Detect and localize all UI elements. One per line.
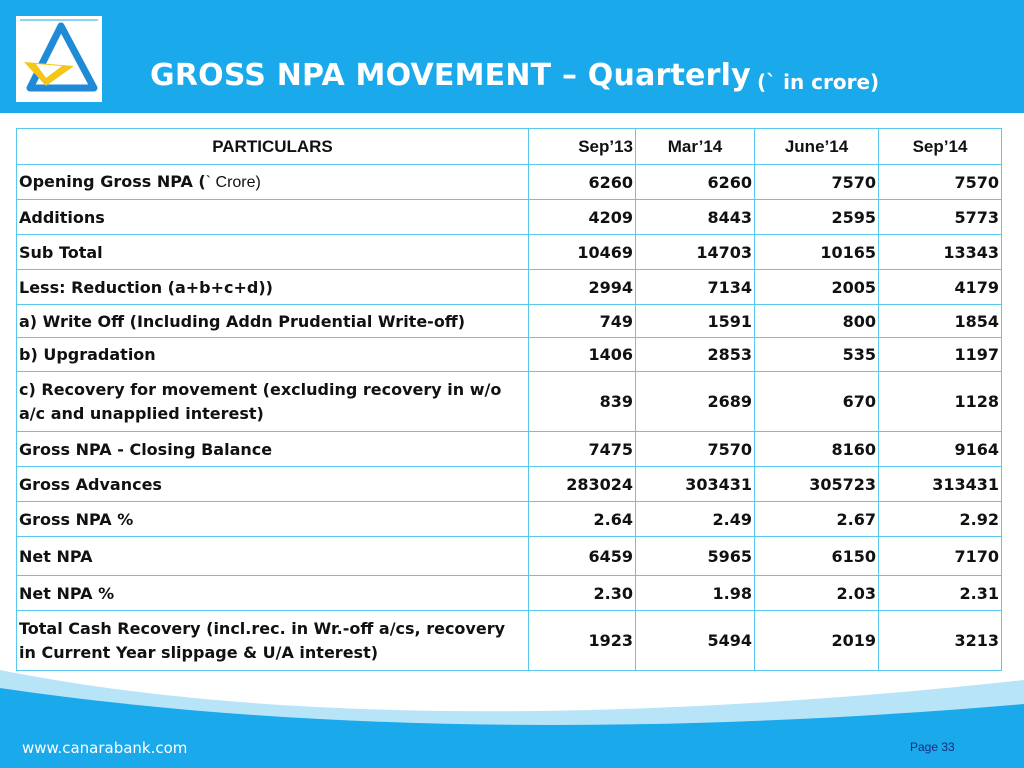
cell-june14: 6150: [755, 537, 879, 576]
cell-sep14: 7570: [879, 165, 1002, 200]
cell-mar14: 2.49: [636, 502, 755, 537]
cell-sep14: 9164: [879, 432, 1002, 467]
cell-mar14: 7570: [636, 432, 755, 467]
cell-sep14: 13343: [879, 235, 1002, 270]
cell-june14: 2.03: [755, 576, 879, 611]
table-header-row: [17, 129, 1002, 165]
cell-june14: 10165: [755, 235, 879, 270]
cell-june14: 535: [755, 338, 879, 372]
cell-sep13: 1923: [529, 611, 636, 671]
cell-mar14: 303431: [636, 467, 755, 502]
cell-sep14: 3213: [879, 611, 1002, 671]
row-label-text: Opening Gross NPA (: [19, 172, 206, 191]
table-row: [17, 467, 1002, 502]
table-row: [17, 305, 1002, 338]
cell-june14: 2595: [755, 200, 879, 235]
row-label: Gross Advances: [17, 467, 529, 502]
cell-sep14: 2.31: [879, 576, 1002, 611]
cell-june14: 2.67: [755, 502, 879, 537]
cell-sep14: 2.92: [879, 502, 1002, 537]
cell-sep14: 1197: [879, 338, 1002, 372]
row-label: Total Cash Recovery (incl.rec. in Wr.-off a/cs, recovery in Current Year slippage & U/A interest): [17, 611, 529, 671]
header-particulars: PARTICULARS: [17, 129, 529, 165]
cell-sep13: 839: [529, 372, 636, 432]
cell-sep13: 6459: [529, 537, 636, 576]
cell-june14: 2005: [755, 270, 879, 305]
header-bar: [0, 0, 1024, 113]
cell-june14: 670: [755, 372, 879, 432]
header-sep13: Sep’13: [529, 129, 636, 165]
table-row: [17, 200, 1002, 235]
cell-june14: 305723: [755, 467, 879, 502]
row-label: b) Upgradation: [17, 338, 529, 372]
units-note: (` in crore): [757, 70, 880, 94]
npa-table: [16, 128, 1002, 671]
cell-mar14: 14703: [636, 235, 755, 270]
row-label: Additions: [17, 200, 529, 235]
cell-mar14: 2853: [636, 338, 755, 372]
cell-mar14: 8443: [636, 200, 755, 235]
table-row: [17, 576, 1002, 611]
cell-sep13: 7475: [529, 432, 636, 467]
cell-june14: 8160: [755, 432, 879, 467]
cell-sep13: 1406: [529, 338, 636, 372]
row-label: Sub Total: [17, 235, 529, 270]
cell-mar14: 5494: [636, 611, 755, 671]
cell-mar14: 1591: [636, 305, 755, 338]
row-label: [17, 165, 529, 200]
row-label: Less: Reduction (a+b+c+d)): [17, 270, 529, 305]
cell-sep13: 10469: [529, 235, 636, 270]
cell-sep13: 749: [529, 305, 636, 338]
row-label-suffix: ` Crore): [205, 174, 261, 191]
canara-bank-logo: [16, 16, 102, 102]
cell-june14: 7570: [755, 165, 879, 200]
table-row: [17, 372, 1002, 432]
header-mar14: Mar’14: [636, 129, 755, 165]
table-row: [17, 502, 1002, 537]
cell-mar14: 6260: [636, 165, 755, 200]
table-row: [17, 338, 1002, 372]
page-title: GROSS NPA MOVEMENT – Quarterly: [150, 58, 751, 93]
header-sep14: Sep’14: [879, 129, 1002, 165]
cell-sep14: 313431: [879, 467, 1002, 502]
row-label: Net NPA %: [17, 576, 529, 611]
cell-sep14: 1854: [879, 305, 1002, 338]
cell-mar14: 2689: [636, 372, 755, 432]
cell-sep13: 283024: [529, 467, 636, 502]
cell-mar14: 7134: [636, 270, 755, 305]
row-label: c) Recovery for movement (excluding recovery in w/o a/c and unapplied interest): [17, 372, 529, 432]
cell-sep13: 6260: [529, 165, 636, 200]
cell-sep14: 4179: [879, 270, 1002, 305]
cell-sep14: 7170: [879, 537, 1002, 576]
row-label: Gross NPA %: [17, 502, 529, 537]
cell-sep13: 2.64: [529, 502, 636, 537]
cell-mar14: 5965: [636, 537, 755, 576]
table-row: [17, 165, 1002, 200]
cell-sep13: 4209: [529, 200, 636, 235]
table-row: [17, 235, 1002, 270]
row-label: Net NPA: [17, 537, 529, 576]
page-number: Page 33: [910, 740, 955, 754]
cell-sep13: 2994: [529, 270, 636, 305]
row-label: a) Write Off (Including Addn Prudential Write-off): [17, 305, 529, 338]
table-row: [17, 537, 1002, 576]
cell-june14: 2019: [755, 611, 879, 671]
table-row: [17, 432, 1002, 467]
header-june14: June’14: [755, 129, 879, 165]
cell-sep13: 2.30: [529, 576, 636, 611]
cell-sep14: 5773: [879, 200, 1002, 235]
website-link[interactable]: www.canarabank.com: [22, 739, 188, 757]
table-row: [17, 270, 1002, 305]
cell-june14: 800: [755, 305, 879, 338]
row-label: Gross NPA - Closing Balance: [17, 432, 529, 467]
cell-sep14: 1128: [879, 372, 1002, 432]
cell-mar14: 1.98: [636, 576, 755, 611]
